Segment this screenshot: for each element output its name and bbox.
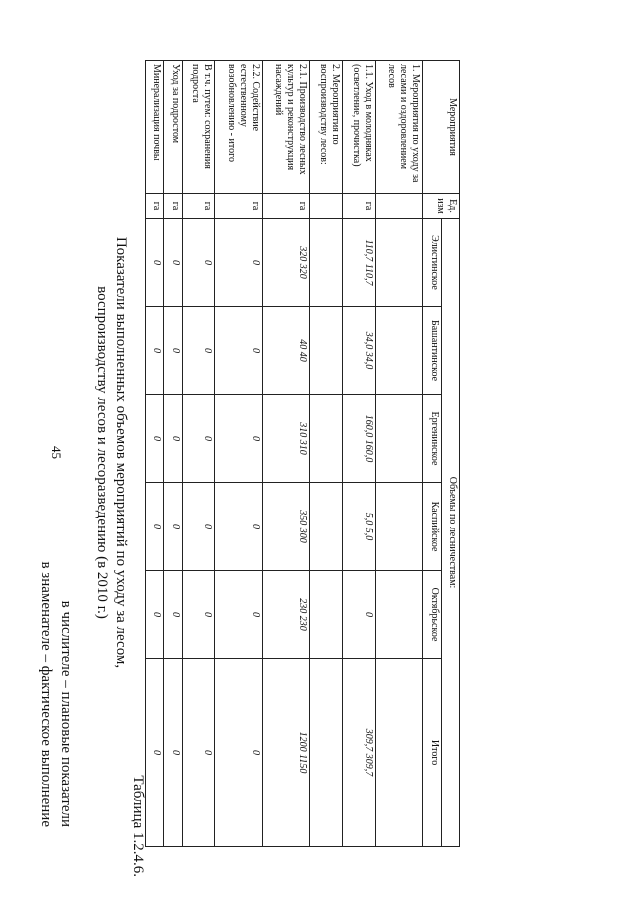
row-label: 1. Мероприятия по уходу за лесами и оздоровлением лесов bbox=[376, 61, 423, 194]
row-value: 0 bbox=[182, 219, 215, 307]
header-col-5: Октябрьское bbox=[423, 571, 441, 659]
row-value: 0 bbox=[146, 659, 164, 847]
row-value: 0 bbox=[182, 395, 215, 483]
row-value bbox=[310, 483, 343, 571]
row-value: 0 bbox=[164, 571, 182, 659]
row-value: 0 bbox=[215, 219, 262, 307]
row-value bbox=[310, 219, 343, 307]
row-unit: га bbox=[343, 194, 376, 219]
row-value: 0 bbox=[146, 571, 164, 659]
row-label: 2.1. Производство лесных культур и реконструкция насаждений bbox=[262, 61, 309, 194]
table-row bbox=[182, 61, 215, 847]
row-value: 230 230 bbox=[262, 571, 309, 659]
header-unit: Ед. изм bbox=[423, 194, 460, 219]
row-unit: га bbox=[215, 194, 262, 219]
row-unit: га bbox=[146, 194, 164, 219]
title-line-2: воспроизводству лесов и лесоразведению (в 2010 г.) bbox=[94, 286, 110, 619]
row-unit: га bbox=[262, 194, 309, 219]
row-value: 309,7 309,7 bbox=[343, 659, 376, 847]
row-value: 310 310 bbox=[262, 395, 309, 483]
row-value: 0 bbox=[164, 219, 182, 307]
row-value: 0 bbox=[146, 219, 164, 307]
table-row bbox=[262, 61, 309, 847]
row-value: 0 bbox=[164, 395, 182, 483]
row-unit bbox=[376, 194, 423, 219]
row-value: 0 bbox=[164, 659, 182, 847]
table-row bbox=[215, 61, 262, 847]
row-value bbox=[310, 395, 343, 483]
row-unit: га bbox=[164, 194, 182, 219]
row-value: 0 bbox=[164, 483, 182, 571]
header-volumes: Объемы по лесничествам: bbox=[441, 219, 459, 847]
row-value bbox=[376, 659, 423, 847]
row-value: 0 bbox=[343, 571, 376, 659]
row-label: 2. Мероприятия по воспроизводству лесов: bbox=[310, 61, 343, 194]
title-line-1: Показатели выполненных объемов мероприятий по уходу за лесом, bbox=[113, 236, 129, 669]
row-value bbox=[310, 307, 343, 395]
header-col-1: Элистинское bbox=[423, 219, 441, 307]
table-row bbox=[164, 61, 182, 847]
units-note-denominator: в знаменателе – фактическое выполнение bbox=[38, 561, 54, 827]
row-value: 0 bbox=[215, 483, 262, 571]
row-value: 0 bbox=[182, 307, 215, 395]
row-value: 0 bbox=[164, 307, 182, 395]
row-label: Минерализация почвы bbox=[146, 61, 164, 194]
row-value: 350 300 bbox=[262, 483, 309, 571]
table-row bbox=[376, 61, 423, 847]
row-value: 5,0 5,0 bbox=[343, 483, 376, 571]
row-value: 0 bbox=[146, 483, 164, 571]
row-label: В т.ч. путем: сохранения подроста bbox=[182, 61, 215, 194]
row-value bbox=[376, 483, 423, 571]
header-col-4: Каспийское bbox=[423, 483, 441, 571]
row-value bbox=[376, 395, 423, 483]
row-label: 2.2. Содействие естественному возобновлению - итого bbox=[215, 61, 262, 194]
row-value bbox=[310, 659, 343, 847]
units-note-numerator: в числителе – плановые показатели bbox=[58, 600, 74, 827]
row-value: 320 320 bbox=[262, 219, 309, 307]
header-col-3: Ергенинское bbox=[423, 395, 441, 483]
page-number: 45 bbox=[49, 446, 64, 459]
data-table bbox=[145, 60, 460, 847]
row-value: 0 bbox=[146, 395, 164, 483]
row-value bbox=[376, 571, 423, 659]
row-value bbox=[310, 571, 343, 659]
row-value bbox=[376, 307, 423, 395]
row-value: 34,0 34,0 bbox=[343, 307, 376, 395]
row-label: 1.1. Уход в молодняках (осветление, прочистка) bbox=[343, 61, 376, 194]
header-activity: Мероприятия bbox=[423, 61, 460, 194]
row-value: 0 bbox=[215, 571, 262, 659]
table-row bbox=[310, 61, 343, 847]
table-row bbox=[146, 61, 164, 847]
row-value: 0 bbox=[182, 483, 215, 571]
row-value: 0 bbox=[215, 307, 262, 395]
row-value: 0 bbox=[182, 659, 215, 847]
row-value: 0 bbox=[215, 395, 262, 483]
table-title bbox=[92, 0, 130, 905]
row-value: 0 bbox=[182, 571, 215, 659]
row-value: 0 bbox=[146, 307, 164, 395]
row-value: 0 bbox=[215, 659, 262, 847]
header-col-2: Башантинское bbox=[423, 307, 441, 395]
table-number: Таблица 1.2.4.6. bbox=[130, 775, 146, 877]
row-unit: га bbox=[182, 194, 215, 219]
row-unit bbox=[310, 194, 343, 219]
row-value: 110,7 110,7 bbox=[343, 219, 376, 307]
table-row bbox=[343, 61, 376, 847]
row-value: 1200 1150 bbox=[262, 659, 309, 847]
row-value: 40 40 bbox=[262, 307, 309, 395]
row-value: 160,0 160,0 bbox=[343, 395, 376, 483]
row-label: Уход за подростом bbox=[164, 61, 182, 194]
row-value bbox=[376, 219, 423, 307]
header-col-6: Итого bbox=[423, 659, 441, 847]
